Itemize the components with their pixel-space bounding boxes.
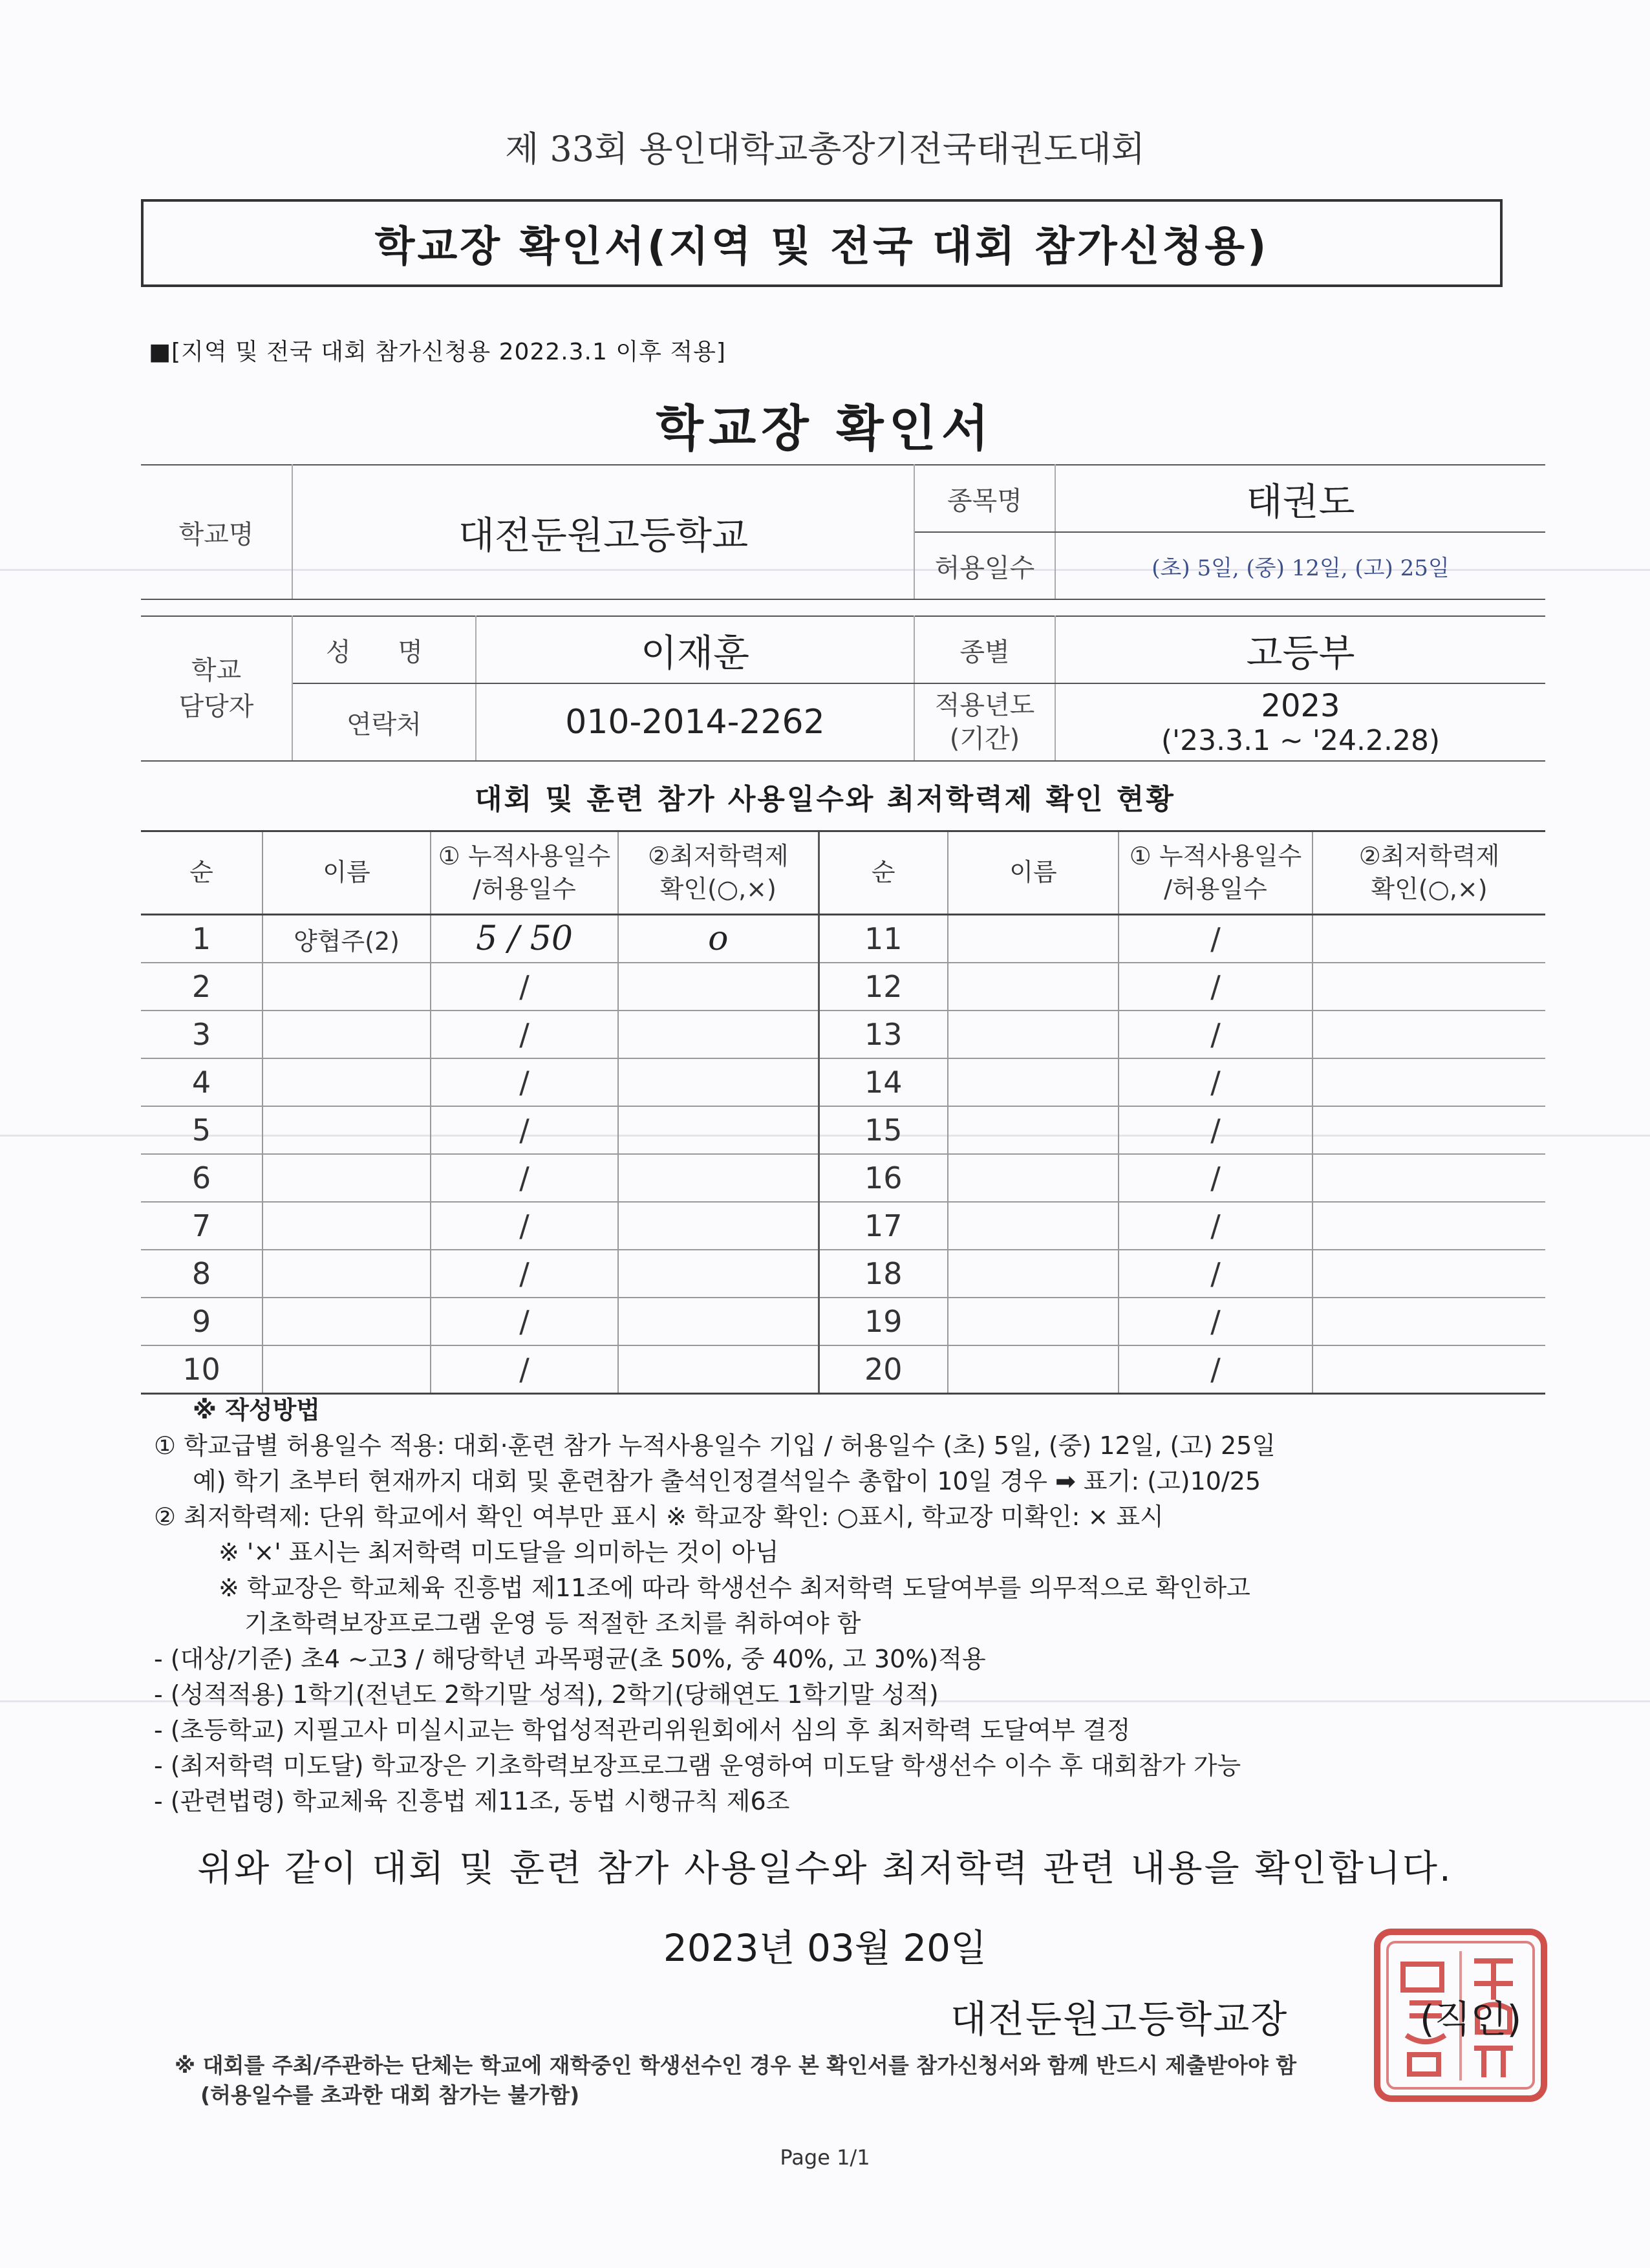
- row-no: 12: [819, 963, 948, 1011]
- row-name: [948, 1058, 1119, 1106]
- row-check: [618, 1154, 819, 1202]
- row-days: /: [431, 1106, 618, 1154]
- row-no: 10: [141, 1345, 262, 1394]
- table-row: [141, 1250, 1545, 1298]
- header-check: ②최저학력제 확인(○,×): [618, 831, 819, 915]
- document-title: 학교장 확인서: [656, 400, 994, 457]
- row-check: [1312, 1011, 1545, 1058]
- note-line: ※ '×' 표시는 최저학력 미도달을 의미하는 것이 아님: [219, 1538, 779, 1567]
- note-line: ② 최저학력제: 단위 학교에서 확인 여부만 표시 ※ 학교장 확인: ○표시, 학교장 미확인: × 표시: [154, 1503, 1164, 1531]
- row-name: 양협주(2): [262, 915, 431, 963]
- row-no: 13: [819, 1011, 948, 1058]
- event-label: 종목명: [914, 465, 1055, 532]
- row-days: /: [1119, 963, 1312, 1011]
- row-check: [1312, 915, 1545, 963]
- row-no: 18: [819, 1250, 948, 1298]
- header-no: 순: [819, 831, 948, 915]
- row-no: 20: [819, 1345, 948, 1394]
- row-days: /: [431, 963, 618, 1011]
- table-row: [141, 915, 1545, 963]
- row-check: [618, 963, 819, 1011]
- row-name: [948, 1250, 1119, 1298]
- row-days: /: [1119, 1298, 1312, 1345]
- contact-person-label: 학교 담당자: [141, 616, 292, 761]
- row-name: [262, 963, 431, 1011]
- header-no: 순: [141, 831, 262, 915]
- row-check: [1312, 1298, 1545, 1345]
- note-line: 예) 학기 초부터 현재까지 대회 및 훈련참가 출석인정결석일수 총합이 10일 경우 ➡ 표기: (고)10/25: [193, 1467, 1261, 1495]
- row-no: 9: [141, 1298, 262, 1345]
- participant-table: [141, 830, 1545, 1395]
- school-info-table: [141, 464, 1545, 762]
- seal-label: (직인): [1420, 1997, 1522, 2041]
- footer-note: [175, 2051, 1545, 2110]
- table-row: [141, 1345, 1545, 1394]
- note-line: 기초학력보장프로그램 운영 등 적절한 조치를 취하여야 함: [244, 1609, 861, 1638]
- table-row: [141, 963, 1545, 1011]
- phone-label: 연락처: [292, 683, 476, 761]
- row-check: o: [618, 915, 819, 963]
- year-value: 2023: [1261, 687, 1340, 724]
- note-line: - (관련법령) 학교체육 진흥법 제11조, 동법 시행규칙 제6조: [154, 1787, 790, 1815]
- row-days: /: [1119, 915, 1312, 963]
- row-check: [618, 1058, 819, 1106]
- header-name: 이름: [262, 831, 431, 915]
- header-name: 이름: [948, 831, 1119, 915]
- row-name: [948, 1106, 1119, 1154]
- row-name: [262, 1106, 431, 1154]
- year-cell: [1055, 683, 1545, 761]
- row-name: [262, 1058, 431, 1106]
- row-no: 19: [819, 1298, 948, 1345]
- row-no: 11: [819, 915, 948, 963]
- row-days: /: [431, 1058, 618, 1106]
- row-no: 3: [141, 1011, 262, 1058]
- row-check: [618, 1345, 819, 1394]
- row-no: 14: [819, 1058, 948, 1106]
- phone-value: 010-2014-2262: [476, 683, 914, 761]
- row-check: [618, 1106, 819, 1154]
- row-name: [948, 1345, 1119, 1394]
- row-name: [262, 1345, 431, 1394]
- row-no: 7: [141, 1202, 262, 1250]
- allowed-days-value: (초) 5일, (중) 12일, (고) 25일: [1055, 532, 1545, 599]
- header-days: ① 누적사용일수 /허용일수: [1119, 831, 1312, 915]
- row-name: [948, 1011, 1119, 1058]
- row-name: [262, 1154, 431, 1202]
- note-line: - (성적적용) 1학기(전년도 2학기말 성적), 2학기(당해연도 1학기말 성적): [154, 1680, 939, 1709]
- row-check: [618, 1298, 819, 1345]
- page-number: Page 1/1: [780, 2145, 870, 2170]
- row-name: [262, 1250, 431, 1298]
- issue-date: 2023년 03월 20일: [663, 1926, 987, 1970]
- header-check: ②최저학력제 확인(○,×): [1312, 831, 1545, 915]
- table-row: [141, 1202, 1545, 1250]
- row-days: /: [1119, 1058, 1312, 1106]
- row-days: /: [431, 1250, 618, 1298]
- row-check: [1312, 1345, 1545, 1394]
- row-no: 6: [141, 1154, 262, 1202]
- row-no: 16: [819, 1154, 948, 1202]
- row-days: /: [1119, 1154, 1312, 1202]
- row-no: 15: [819, 1106, 948, 1154]
- event-value: 태권도: [1055, 465, 1545, 532]
- row-check: [1312, 1250, 1545, 1298]
- principal-name: 대전둔원고등학교장: [950, 1997, 1289, 2041]
- form-title: 학교장 확인서(지역 및 전국 대회 참가신청용): [141, 199, 1503, 287]
- school-name-value: 대전둔원고등학교: [292, 465, 914, 599]
- row-name: [262, 1011, 431, 1058]
- row-check: [618, 1250, 819, 1298]
- row-check: [1312, 1106, 1545, 1154]
- row-no: 5: [141, 1106, 262, 1154]
- apply-note: ■[지역 및 전국 대회 참가신청용 2022.3.1 이후 적용]: [149, 339, 726, 365]
- row-days: /: [431, 1011, 618, 1058]
- year-label: 적용년도 (기간): [914, 683, 1055, 761]
- event-title: 제 33회 용인대학교총장기전국태권도대회: [505, 129, 1145, 169]
- note-line: - (대상/기준) 초4 ~고3 / 해당학년 과목평균(초 50%, 중 40%, 고 30%)적용: [154, 1645, 986, 1673]
- row-days: /: [1119, 1250, 1312, 1298]
- table-row: [141, 1058, 1545, 1106]
- row-check: [1312, 1202, 1545, 1250]
- row-name: [262, 1298, 431, 1345]
- row-days: /: [431, 1154, 618, 1202]
- row-no: 2: [141, 963, 262, 1011]
- row-no: 17: [819, 1202, 948, 1250]
- note-line: - (최저학력 미도달) 학교장은 기초학력보장프로그램 운영하여 미도달 학생선수 이수 후 대회참가 가능: [154, 1751, 1241, 1780]
- person-name-label: 성 명: [292, 616, 476, 683]
- table-row: [141, 1154, 1545, 1202]
- table-row: [141, 1106, 1545, 1154]
- row-days: 5 / 50: [431, 915, 618, 963]
- status-title: 대회 및 훈련 참가 사용일수와 최저학력제 확인 현황: [475, 783, 1175, 816]
- row-check: [618, 1202, 819, 1250]
- period-value: ('23.3.1 ~ '24.2.28): [1161, 723, 1441, 757]
- header-days: ① 누적사용일수 /허용일수: [431, 831, 618, 915]
- row-days: /: [1119, 1345, 1312, 1394]
- row-no: 4: [141, 1058, 262, 1106]
- row-check: [1312, 1058, 1545, 1106]
- table-row: [141, 1011, 1545, 1058]
- row-check: [1312, 963, 1545, 1011]
- row-days: /: [431, 1202, 618, 1250]
- row-days: /: [431, 1298, 618, 1345]
- row-days: /: [431, 1345, 618, 1394]
- note-line: - (초등학교) 지필고사 미실시교는 학업성적관리위원회에서 심의 후 최저학력 도달여부 결정: [154, 1716, 1131, 1744]
- division-value: 고등부: [1055, 616, 1545, 683]
- row-name: [948, 1154, 1119, 1202]
- row-no: 1: [141, 915, 262, 963]
- row-name: [262, 1202, 431, 1250]
- note-line: ① 학교급별 허용일수 적용: 대회·훈련 참가 누적사용일수 기입 / 허용일수 (초) 5일, (중) 12일, (고) 25일: [154, 1431, 1276, 1460]
- row-check: [1312, 1154, 1545, 1202]
- row-name: [948, 1298, 1119, 1345]
- row-check: [618, 1011, 819, 1058]
- footer-line: (허용일수를 초과한 대회 참가는 불가함): [200, 2082, 580, 2108]
- note-line: ※ 학교장은 학교체육 진흥법 제11조에 따라 학생선수 최저학력 도달여부를 의무적으로 확인하고: [219, 1574, 1250, 1602]
- row-name: [948, 915, 1119, 963]
- note-line: ※ 작성방법: [193, 1396, 321, 1424]
- row-no: 8: [141, 1250, 262, 1298]
- table-row: [141, 1298, 1545, 1345]
- row-name: [948, 1202, 1119, 1250]
- division-label: 종별: [914, 616, 1055, 683]
- allowed-days-label: 허용일수: [914, 532, 1055, 599]
- instructions: [154, 1393, 1550, 1819]
- person-name-value: 이재훈: [476, 616, 914, 683]
- school-name-label: 학교명: [141, 465, 292, 599]
- confirmation-statement: 위와 같이 대회 및 훈련 참가 사용일수와 최저학력 관련 내용을 확인합니다.: [197, 1848, 1453, 1890]
- row-name: [948, 963, 1119, 1011]
- row-days: /: [1119, 1202, 1312, 1250]
- row-days: /: [1119, 1106, 1312, 1154]
- footer-line: ※ 대회를 주최/주관하는 단체는 학교에 재학중인 학생선수인 경우 본 확인서를 참가신청서와 함께 반드시 제출받아야 함: [175, 2053, 1297, 2078]
- row-days: /: [1119, 1011, 1312, 1058]
